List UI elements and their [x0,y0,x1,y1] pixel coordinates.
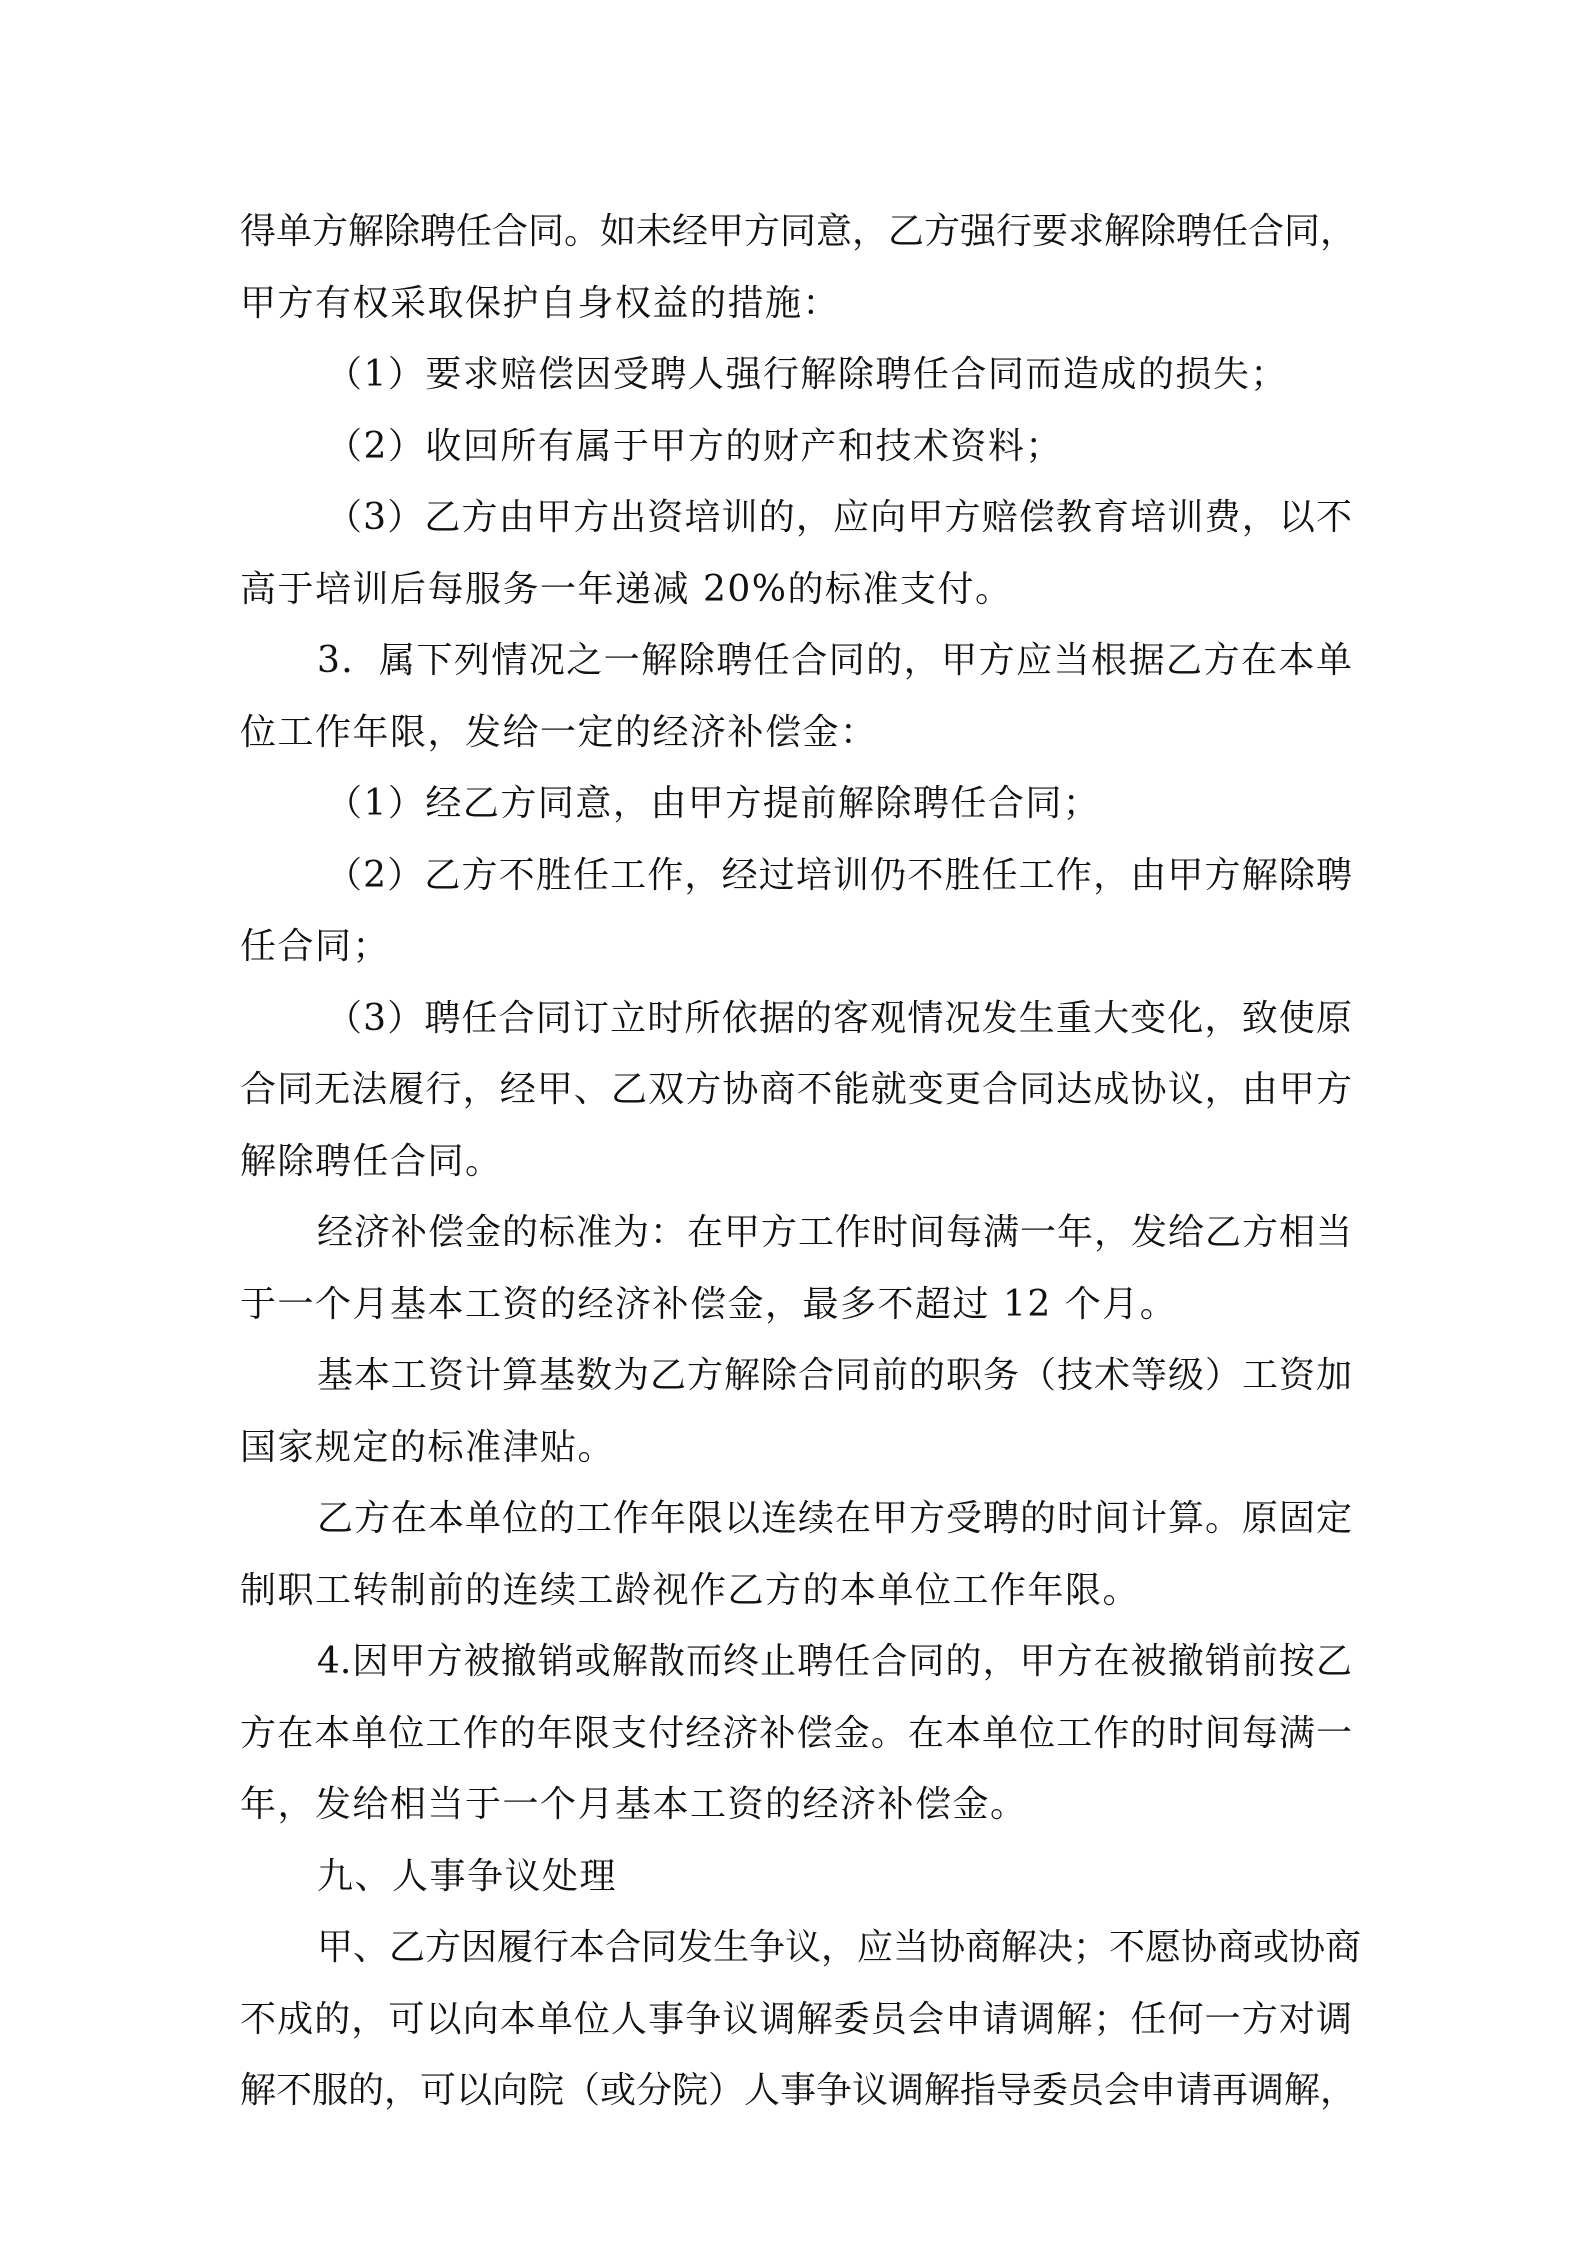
text-line: 解不服的，可以向院（或分院）人事争议调解指导委员会申请再调解， [240,2070,1357,2111]
paragraph-start: 经济补偿金的标准为：在甲方工作时间每满一年，发给乙方相当 [317,1212,1352,1253]
paragraph-start: 甲、乙方因履行本合同发生争议，应当协商解决；不愿协商或协商 [317,1927,1362,1968]
list-item: （3）聘任合同订立时所依据的客观情况发生重大变化，致使原 [326,997,1352,1039]
text-line: 制职工转制前的连续工龄视作乙方的本单位工作年限。 [240,1569,1141,1611]
text-line: 年，发给相当于一个月基本工资的经济补偿金。 [240,1784,1028,1825]
list-item: （1）经乙方同意，由甲方提前解除聘任合同； [326,783,1101,824]
clause-3: 3．属下列情况之一解除聘任合同的，甲方应当根据乙方在本单 [317,640,1352,681]
list-item: （2）收回所有属于甲方的财产和技术资料； [326,425,1063,467]
text-line: 方在本单位工作的年限支付经济补偿金。在本单位工作的时间每满一 [240,1712,1352,1754]
text-line: 高于培训后每服务一年递减 20%的标准支付。 [240,568,1013,610]
text-line: 任合同； [240,926,391,967]
section-heading: 九、人事争议处理 [317,1855,618,1897]
text-line: 解除聘任合同。 [240,1140,503,1182]
paragraph-start: 基本工资计算基数为乙方解除合同前的职务（技术等级）工资加 [317,1355,1352,1396]
text-line: 甲方有权采取保护自身权益的措施： [240,282,841,324]
list-item: （1）要求赔偿因受聘人强行解除聘任合同而造成的损失； [326,354,1288,395]
list-item: （2）乙方不胜任工作，经过培训仍不胜任工作，由甲方解除聘 [326,854,1352,896]
list-item: （3）乙方由甲方出资培训的，应向甲方赔偿教育培训费，以不 [326,497,1352,538]
text-line: 于一个月基本工资的经济补偿金，最多不超过 12 个月。 [240,1283,1178,1325]
text-line: 得单方解除聘任合同。如未经甲方同意，乙方强行要求解除聘任合同， [240,211,1357,252]
document-page [240,196,1362,2127]
clause-4: 4.因甲方被撤销或解散而终止聘任合同的，甲方在被撤销前按乙 [317,1641,1352,1682]
paragraph-start: 乙方在本单位的工作年限以连续在甲方受聘的时间计算。原固定 [317,1498,1352,1539]
text-line: 合同无法履行，经甲、乙双方协商不能就变更合同达成协议，由甲方 [240,1069,1352,1110]
text-line: 位工作年限，发给一定的经济补偿金： [240,711,878,753]
text-line: 国家规定的标准津贴。 [240,1426,616,1468]
text-line: 不成的，可以向本单位人事争议调解委员会申请调解；任何一方对调 [240,1998,1352,2040]
